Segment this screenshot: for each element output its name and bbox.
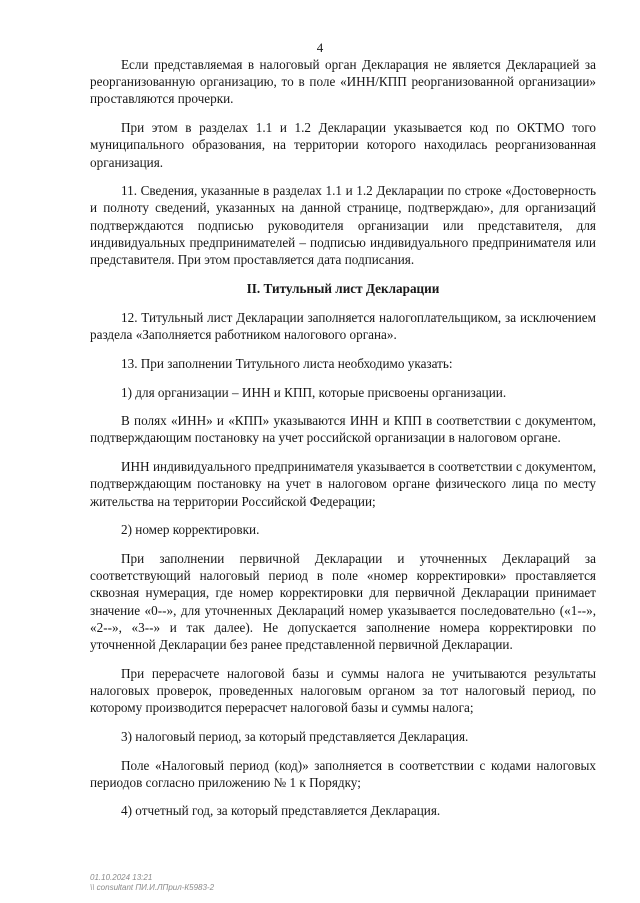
document-body xyxy=(90,56,596,831)
paragraph: Поле «Налоговый период (код)» заполняется в соответствии с кодами налоговых периодов согласно приложению № 1 к Порядку; xyxy=(90,757,596,790)
paragraph: 1) для организации – ИНН и КПП, которые присвоены организации. xyxy=(121,384,507,400)
paragraph: 4) отчетный год, за который представляется Декларация. xyxy=(121,803,441,819)
paragraph: При заполнении первичной Декларации и уточненных Деклараций за соответствующий налоговый период в поле «номер корректировки» проставляется сквозная нумерация, где номер корректировки для первичной Декларации принимает значение «0--», для уточненных Деклараций номер указывается последовательно («1--», «2--», «3--» и так далее). Не допускается заполнение номера корректировки по уточненной Декларации без ранее представленной первичной Декларации. xyxy=(90,550,596,652)
footer-timestamp: 01.10.2024 13:21 xyxy=(90,873,153,882)
paragraph: 12. Титульный лист Декларации заполняется налогоплательщиком, за исключением раздела «Заполняется работником налогового органа». xyxy=(90,309,596,343)
paragraph: 2) номер корректировки. xyxy=(121,522,260,538)
paragraph: 13. При заполнении Титульного листа необходимо указать: xyxy=(121,355,453,371)
paragraph: В полях «ИНН» и «КПП» указываются ИНН и КПП в соответствии с документом, подтверждающим постановку на учет российской организации в налоговом органе. xyxy=(90,413,596,446)
footer-stamp xyxy=(90,873,214,893)
paragraph: Если представляемая в налоговый орган Декларация не является Декларацией за реорганизованную организацию, то в поле «ИНН/КПП реорганизованной организации» проставляются прочерки. xyxy=(90,57,596,107)
paragraph: ИНН индивидуального предпринимателя указывается в соответствии с документом, подтверждающим постановку на учет в налоговом органе физического лица по месту жительства на территории Российской Федерации; xyxy=(90,459,596,509)
paragraph: 3) налоговый период, за который представляется Декларация. xyxy=(121,728,469,744)
paragraph: 11. Сведения, указанные в разделах 1.1 и 1.2 Декларации по строке «Достоверность и полноту сведений, указанных на данной странице, подтверждаю», для организаций подтверждаются подписью руководителя организации или представителя, для индивидуальных предпринимателей – подписью индивидуального предпринимателя или представителя. При этом проставляется дата подписания. xyxy=(90,183,596,268)
page-number: 4 xyxy=(316,40,324,55)
paragraph: При этом в разделах 1.1 и 1.2 Декларации указывается код по ОКТМО того муниципального образования, на территории которого находилась реорганизованная организация. xyxy=(90,120,596,170)
paragraph: При перерасчете налоговой базы и суммы налога не учитываются результаты налоговых проверок, проведенных налоговым органом за тот налоговый период, по которому производится перерасчет налоговой базы и суммы налога; xyxy=(90,665,596,716)
footer-file-path: \\ consultant ПИ.И.ЛПрил-К5983-2 xyxy=(90,883,215,892)
section-heading: II. Титульный лист Декларации xyxy=(246,280,440,296)
